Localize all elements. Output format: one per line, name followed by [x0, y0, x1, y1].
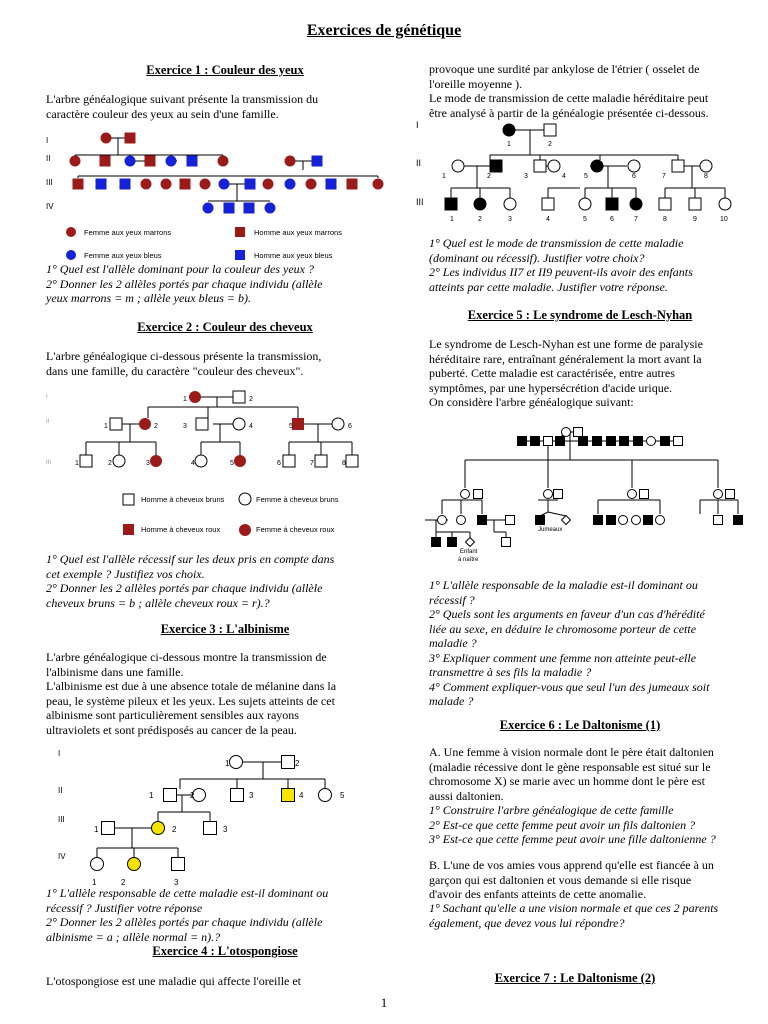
ex6-part-a: A. Une femme à vision normale dont le père était daltonien (maladie récessive dont le gène responsable est situé sur le chromosome X) se marie avec un homme dont le père est aussi daltonien. — [429, 745, 714, 803]
ex1-questions: 1° Quel est l'allèle dominant pour la couleur des yeux ? 2° Donner les 2 allèles portés par chaque individu (allèle yeux marrons = m ; allèle yeux bleus = b). — [46, 262, 323, 305]
individual-number: 5 — [583, 216, 587, 223]
unborn-label: à naître — [458, 557, 479, 563]
ex6-part-a-questions: 1° Construire l'arbre généalogique de cette famille 2° Est-ce que cette femme peut avoir un fils daltonien ? 3° Est-ce que cette femme peut avoir une fille daltonienne ? — [429, 803, 716, 846]
pedigree-female — [544, 490, 553, 499]
individual-number: 2 — [478, 216, 482, 223]
ex2-gen-label: II — [46, 419, 50, 425]
pedigree-male — [531, 437, 540, 446]
pedigree-unknown — [466, 538, 475, 547]
individual-number: 3 — [223, 825, 228, 834]
pedigree-male — [579, 437, 588, 446]
ex1-legend: Homme aux yeux bleus — [254, 251, 333, 260]
ex1-legend: Femme aux yeux bleus — [84, 251, 162, 260]
twins-label: Jumeaux — [538, 527, 563, 533]
individual-number: 2 — [548, 141, 552, 148]
individual-number: 8 — [704, 173, 708, 180]
pedigree-female — [714, 490, 723, 499]
individual-number: 1 — [225, 759, 230, 768]
pedigree-female — [562, 428, 571, 437]
individual-number: 1 — [442, 173, 446, 180]
ex5-heading: Exercice 5 : Le syndrome de Lesch-Nyhan — [467, 308, 693, 322]
individual-number: 2 — [172, 825, 177, 834]
individual-number: 2 — [190, 791, 195, 800]
individual-number: 9 — [693, 216, 697, 223]
individual-number: 8 — [663, 216, 667, 223]
pedigree-male — [478, 516, 487, 525]
individual-number: 1 — [94, 825, 99, 834]
individual-number: 1 — [507, 141, 511, 148]
ex4-heading: Exercice 4 : L'otospongiose — [152, 944, 298, 958]
ex3-gen-label: II — [58, 786, 63, 795]
individual-number: 7 — [310, 460, 314, 467]
pedigree-male — [726, 490, 735, 499]
ex4-gen-label: I — [416, 120, 419, 130]
individual-number: 7 — [662, 173, 666, 180]
ex6-part-b-questions: 1° Sachant qu'elle a une vision normale et que ces 2 parents également, que devez vous lui répondre? — [429, 901, 719, 930]
individual-number: 1 — [450, 216, 454, 223]
ex2-intro: L'arbre généalogique ci-dessous présente la transmission, dans une famille, du caractère "couleur des cheveux". — [46, 349, 322, 378]
page-title: Exercices de génétique — [306, 22, 462, 39]
individual-number: 2 — [154, 423, 158, 430]
pedigree-female — [619, 516, 628, 525]
individual-number: 2 — [108, 460, 112, 467]
pedigree-male — [674, 437, 683, 446]
individual-number: 1 — [75, 460, 79, 467]
pedigree-female — [461, 490, 470, 499]
pedigree-male — [544, 437, 553, 446]
pedigree-male — [661, 437, 670, 446]
pedigree-male — [620, 437, 629, 446]
pedigree-male — [502, 538, 511, 547]
ex3-gen-label: IV — [58, 852, 66, 861]
pedigree-female — [632, 516, 641, 525]
pedigree-male — [644, 516, 653, 525]
ex4-gen-label: II — [416, 158, 422, 168]
pedigree-female — [628, 490, 637, 499]
ex2-heading: Exercice 2 : Couleur des cheveux — [137, 320, 313, 334]
individual-number: 6 — [610, 216, 614, 223]
ex1-gen-label: III — [46, 178, 53, 187]
pedigree-unknown — [562, 516, 571, 525]
individual-number: 5 — [230, 460, 234, 467]
pedigree-male — [536, 516, 545, 525]
ex1-intro: L'arbre généalogique suivant présente la transmission du caractère couleur des yeux au sein d'une famille. — [46, 92, 319, 121]
pedigree-male — [448, 538, 457, 547]
ex3-gen-label: III — [58, 815, 65, 824]
ex2-gen-label: III — [46, 460, 52, 466]
ex5-intro: Le syndrome de Lesch-Nyhan est une forme de paralysie héréditaire rare, entraînant généralement la mort avant la puberté. Cette maladie est caractérisée, entre autres symptômes, par une hypersécrétion d'acide urique. On considère l'arbre généalogique suivant: — [429, 337, 703, 409]
ex4-intro-left: L'otospongiose est une maladie qui affecte l'oreille et — [46, 974, 302, 988]
individual-number: 4 — [191, 460, 195, 467]
pedigree-female — [656, 516, 665, 525]
pedigree-male — [506, 516, 515, 525]
individual-number: 7 — [634, 216, 638, 223]
ex1-gen-label: IV — [46, 202, 54, 211]
individual-number: 6 — [632, 173, 636, 180]
individual-number: 3 — [183, 423, 187, 430]
ex1-legend: Homme aux yeux marrons — [254, 228, 342, 237]
individual-number: 3 — [508, 216, 512, 223]
pedigree-male — [594, 516, 603, 525]
pedigree-male — [474, 490, 483, 499]
pedigree-male — [593, 437, 602, 446]
individual-number: 10 — [720, 216, 728, 223]
individual-number: 4 — [299, 791, 304, 800]
individual-number: 3 — [249, 791, 254, 800]
ex2-legend: Homme à cheveux bruns — [141, 495, 225, 504]
individual-number: 4 — [249, 423, 253, 430]
pedigree-male — [634, 437, 643, 446]
ex4-intro-right: provoque une surdité par ankylose de l'étrier ( osselet de l'oreille moyenne ). Le mode de transmission de cette maladie héréditaire peut être analysé à partir de la généalogie présentée ci-dessous. — [429, 62, 709, 120]
pedigree-female — [438, 516, 447, 525]
ex1-heading: Exercice 1 : Couleur des yeux — [146, 63, 304, 77]
pedigree-male — [714, 516, 723, 525]
individual-number: 1 — [183, 396, 187, 403]
ex2-questions: 1° Quel est l'allèle récessif sur les deux pris en compte dans cet exemple ? Justifiez vos choix. 2° Donner les 2 allèles portés par chaque individu (allèle cheveux bruns = b ; allèle cheveux roux = r).? — [46, 552, 335, 610]
individual-number: 3 — [174, 878, 179, 887]
ex3-heading: Exercice 3 : L'albinisme — [160, 622, 290, 636]
individual-number: 2 — [487, 173, 491, 180]
individual-number: 5 — [340, 791, 345, 800]
individual-number: 4 — [546, 216, 550, 223]
pedigree-female — [647, 437, 656, 446]
individual-number: 1 — [104, 423, 108, 430]
ex1-gen-label: II — [46, 154, 51, 163]
ex3-gen-label: I — [58, 749, 61, 758]
ex5-questions: 1° L'allèle responsable de la maladie est-il dominant ou récessif ? 2° Quels sont les arguments en faveur d'un cas d'hérédité liée au sexe, en déduire le chromosome porteur de cette maladie ? 3° Expliquer comment une femme non atteinte peut-elle transmettre à ses fils la maladie ? 4° Comment expliquer-vous que seul l'un des jumeaux soit malade ? — [429, 578, 710, 708]
pedigree-male — [640, 490, 649, 499]
ex6-part-b: B. L'une de vos amies vous apprend qu'elle est fiancée à un garçon qui est daltonien et vous demande si elle risque d'avoir des enfants atteints de cette anomalie. — [429, 858, 714, 901]
individual-number: 4 — [562, 173, 566, 180]
ex2-legend: Homme à cheveux roux — [141, 525, 221, 534]
individual-number: 8 — [342, 460, 346, 467]
ex1-gen-label: I — [46, 136, 49, 145]
individual-number: 3 — [524, 173, 528, 180]
individual-number: 3 — [146, 460, 150, 467]
ex7-heading: Exercice 7 : Le Daltonisme (2) — [494, 971, 656, 985]
pedigree-male — [556, 437, 565, 446]
individual-number: 2 — [121, 878, 126, 887]
individual-number: 5 — [289, 423, 293, 430]
pedigree-male — [734, 516, 743, 525]
pedigree-male — [518, 437, 527, 446]
ex3-intro: L'arbre généalogique ci-dessous montre la transmission de l'albinisme dans une famille. L'albinisme est due à une absence totale de mélanine dans la peau, le système pileux et les yeux. Les sujets atteints de cet albinisme sont particulièrement sensibles aux rayons ultraviolets et sont prédisposés au cancer de la peau. — [46, 650, 337, 737]
ex4-gen-label: III — [416, 197, 424, 207]
individual-number: 6 — [348, 423, 352, 430]
ex2-legend: Femme à cheveux bruns — [256, 495, 339, 504]
individual-number: 2 — [295, 759, 300, 768]
ex3-questions: 1° L'allèle responsable de cette maladie est-il dominant ou récessif ? Justifier votre réponse 2° Donner les 2 allèles portés par chaque individu (allèle albinisme = a ; allèle normal = n).? — [46, 886, 329, 944]
individual-number: 5 — [584, 173, 588, 180]
ex2-legend: Femme à cheveux roux — [256, 525, 335, 534]
individual-number: 1 — [92, 878, 97, 887]
individual-number: 2 — [249, 396, 253, 403]
pedigree-male — [432, 538, 441, 547]
individual-number: 6 — [277, 460, 281, 467]
pedigree-male — [554, 490, 563, 499]
pedigree-female — [457, 516, 466, 525]
page-number: 1 — [380, 995, 388, 1010]
pedigree-male — [607, 437, 616, 446]
individual-number: 1 — [149, 791, 154, 800]
ex1-legend: Femme aux yeux marrons — [84, 228, 172, 237]
ex6-heading: Exercice 6 : Le Daltonisme (1) — [499, 718, 661, 732]
pedigree-male — [607, 516, 616, 525]
ex2-gen-label: I — [46, 394, 48, 400]
ex4-questions: 1° Quel est le mode de transmission de cette maladie (dominant ou récessif). Justifier votre choix? 2° Les individus II7 et II9 peuvent-ils avoir des enfants atteints par cette maladie. Justifier votre réponse. — [429, 236, 693, 294]
unborn-label: Enfant — [460, 549, 478, 555]
pedigree-male — [574, 428, 583, 437]
